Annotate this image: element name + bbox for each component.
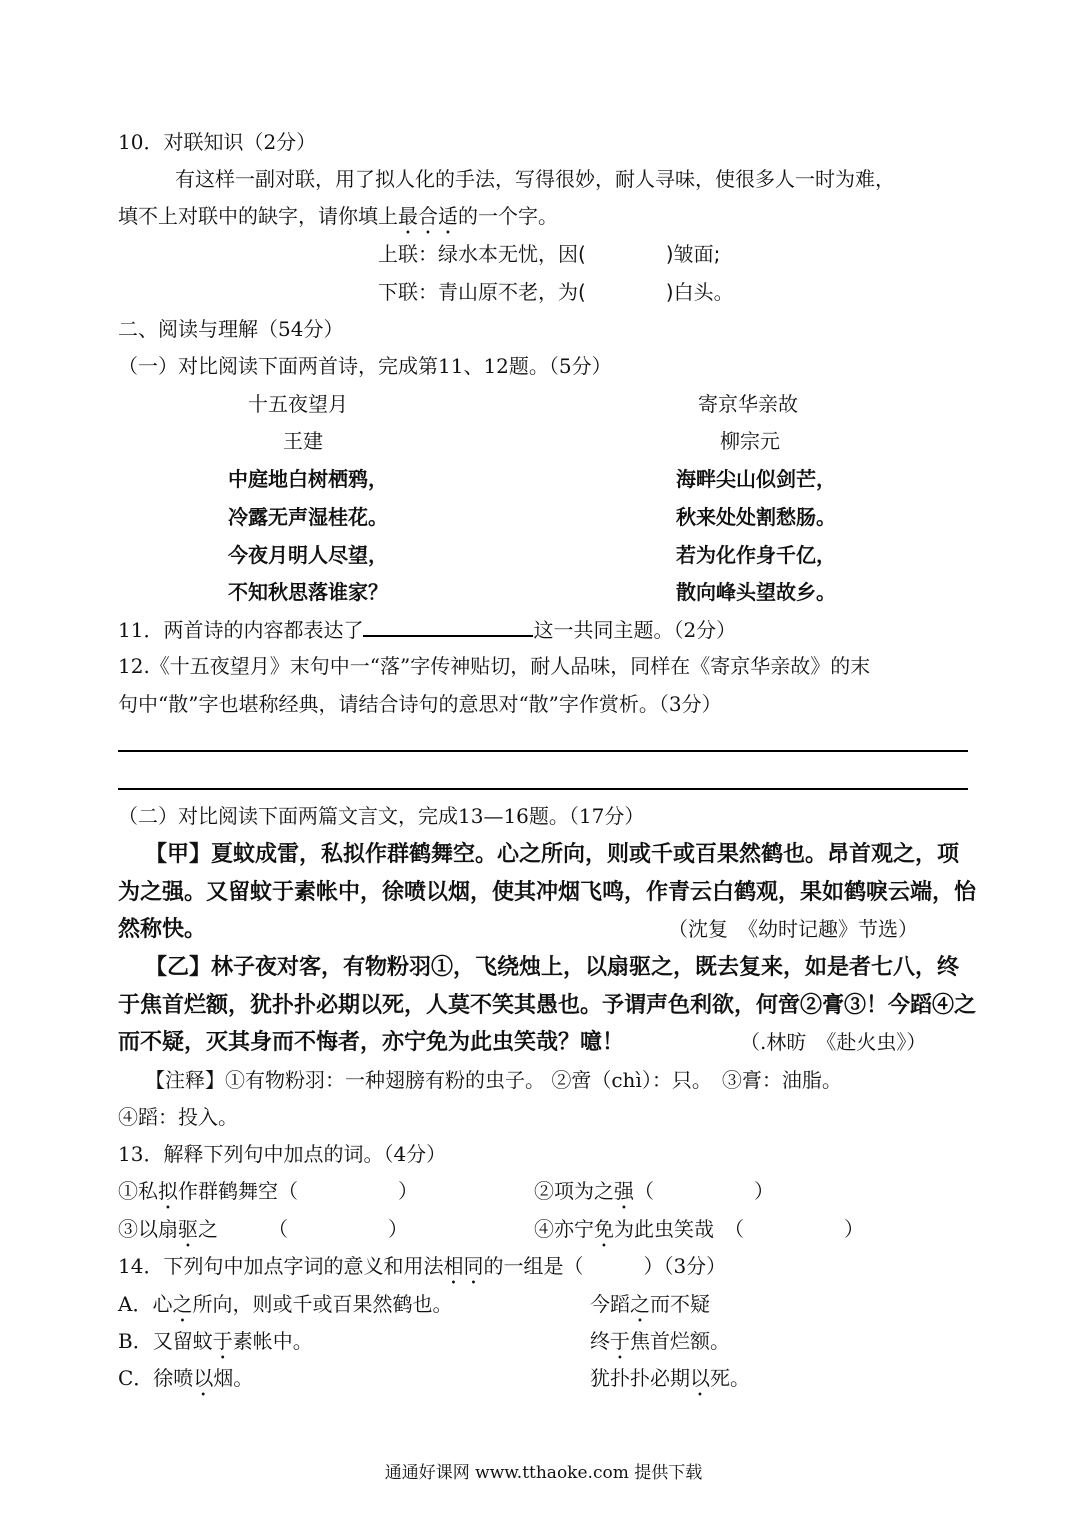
section2-title: 二、阅读与理解（54分） [118, 317, 344, 341]
q14-opt-post: 焦首烂额。 [630, 1329, 730, 1353]
poem2-line: 秋来处处割愁肠。 [676, 505, 836, 529]
q14-opt-pre: B．又留蚊 [118, 1329, 213, 1353]
q10-p2-post: 的一个字。 [458, 204, 558, 228]
jia-line2: 为之强。又留蚊于素帐中，徐喷以烟，使其冲烟飞鸣，作青云白鹤观，果如鹤唳云端，怡 [118, 879, 977, 905]
q13-item-post: （ ） [634, 1179, 774, 1203]
q10-p2-dotted: 最合适 [398, 204, 458, 228]
q11-post: 这一共同主题。（2分） [533, 618, 737, 642]
q12-line1: 12.《十五夜望月》末句中一“落”字传神贴切，耐人品味，同样在《寄京华亲故》的末 [118, 654, 871, 678]
yi-line3: 而不疑，灭其身而不悔者，亦宁免为此虫笑哉？噫！ [118, 1029, 625, 1055]
q14-title-dotted: 相同 [443, 1254, 484, 1278]
poem2-author: 柳宗元 [720, 429, 780, 453]
page-footer: 通通好课网 www.tthaoke.com 提供下载 [384, 1463, 703, 1483]
q14-opt-post: 而不疑 [650, 1292, 710, 1316]
q14-option-b-left [118, 1327, 313, 1364]
poem1-author: 王建 [283, 429, 323, 453]
q14-opt-dotted: 以 [690, 1366, 710, 1390]
poem1-line: 不知秋思落谁家？ [228, 580, 388, 604]
notes-line1: 【注释】①有物粉羽：一种翅膀有粉的虫子。 ②啻（chì）：只。 ③膏：油脂。 [145, 1068, 842, 1092]
q13-item [534, 1177, 774, 1214]
q13-item-dotted: 免 [594, 1217, 614, 1241]
q14-title [118, 1252, 726, 1289]
part1-intro: （一）对比阅读下面两首诗，完成第11、12题。（5分） [118, 354, 612, 378]
q13-item-dotted: 强 [614, 1179, 634, 1203]
q14-opt-pre: 犹扑扑必期 [590, 1366, 690, 1390]
poem2-line: 海畔尖山似剑芒， [676, 467, 836, 491]
q13-item-pre: ④亦宁 [534, 1217, 594, 1241]
q14-opt-post: 烟。 [213, 1366, 254, 1390]
q14-opt-pre: 今蹈 [590, 1292, 630, 1316]
part2-intro: （二）对比阅读下面两篇文言文，完成13—16题。（17分） [118, 804, 645, 828]
poem2-line: 若为化作身千亿， [676, 543, 836, 567]
q12-line2: 句中“散”字也堪称经典，请结合诗句的意思对“散”字作赏析。（3分） [118, 692, 722, 716]
q14-opt-dotted: 于 [212, 1329, 233, 1353]
q14-option-c-right [590, 1364, 750, 1401]
q13-item-post: 之 （ ） [198, 1217, 408, 1241]
q14-opt-post: 素帐中。 [232, 1329, 313, 1353]
q10-title: 10．对联知识（2分） [118, 130, 317, 154]
q13-item [534, 1215, 864, 1252]
q14-option-c-left [118, 1364, 253, 1401]
q14-opt-pre: 终 [590, 1329, 610, 1353]
q14-title-pre: 14．下列句中加点字词的意义和用法 [118, 1254, 444, 1278]
jia-line1: 【甲】夏蚊成雷，私拟作群鹤舞空。心之所向，则或千或百果然鹤也。昂首观之，项 [145, 841, 960, 867]
q14-option-b-right [590, 1327, 730, 1364]
q10-paragraph-line2 [118, 202, 558, 239]
q11-answer-blank[interactable] [363, 615, 533, 637]
q14-option-a-left [118, 1290, 452, 1327]
q13-title: 13．解释下列句中加点的词。（4分） [118, 1142, 447, 1166]
answer-line[interactable] [118, 750, 968, 752]
q13-item-pre: ③以扇 [118, 1217, 178, 1241]
answer-line[interactable] [118, 788, 968, 790]
poem2-line: 散向峰头望故乡。 [676, 580, 836, 604]
yi-source: （.林昉 《赴火虫》） [740, 1030, 927, 1054]
q13-item-pre: ①私 [118, 1179, 158, 1203]
q13-item [118, 1177, 418, 1214]
poem2-title: 寄京华亲故 [698, 392, 798, 416]
q13-item-dotted: 驱 [178, 1217, 198, 1241]
couplet-upper: 上联：绿水本无忧，因( )皱面; [378, 242, 721, 266]
q14-title-post: 的一组是（ ）（3分） [483, 1254, 727, 1278]
q10-p2-pre: 填不上对联中的缺字，请你填上 [118, 204, 398, 228]
q14-opt-post: 所向，则或千或百果然鹤也。 [192, 1292, 453, 1316]
jia-line3: 然称快。 [118, 916, 207, 942]
q13-item-pre: ②项为之 [534, 1179, 614, 1203]
yi-line1: 【乙】林子夜对客，有物粉羽①，飞绕烛上，以扇驱之，既去复来，如是者七八，终 [145, 954, 960, 980]
q10-paragraph-line1: 有这样一副对联，用了拟人化的手法，写得很妙，耐人寻味，使很多人一时为难， [175, 167, 895, 191]
q14-opt-pre: A．心 [118, 1292, 173, 1316]
q14-opt-dotted: 之 [630, 1292, 650, 1316]
notes-line2: ④蹈：投入。 [118, 1105, 238, 1129]
q14-option-a-right [590, 1290, 710, 1327]
q11-pre: 11．两首诗的内容都表达了 [118, 618, 364, 642]
q13-item-dotted: 拟 [158, 1179, 178, 1203]
q13-item [118, 1215, 408, 1252]
q13-item-post: 作群鹤舞空（ ） [178, 1179, 418, 1203]
yi-line2: 于焦首烂额，犹扑扑必期以死，人莫不笑其愚也。予谓声色利欲，何啻②膏③！今蹈④之 [118, 992, 977, 1018]
jia-source: （沈复 《幼时记趣》节选） [668, 917, 918, 941]
q14-opt-dotted: 于 [610, 1329, 630, 1353]
q14-opt-dotted: 以 [193, 1366, 214, 1390]
poem1-line: 今夜月明人尽望， [228, 543, 388, 567]
q14-opt-post: 死。 [710, 1366, 750, 1390]
q13-item-post: 为此虫笑哉 （ ） [614, 1217, 864, 1241]
q14-opt-pre: C．徐喷 [118, 1366, 194, 1390]
poem1-line: 中庭地白树栖鸦， [228, 467, 388, 491]
q14-opt-dotted: 之 [172, 1292, 193, 1316]
couplet-lower: 下联：青山原不老，为( )白头。 [378, 280, 734, 304]
q11 [118, 615, 736, 644]
poem1-title: 十五夜望月 [248, 392, 348, 416]
poem1-line: 冷露无声湿桂花。 [228, 505, 388, 529]
